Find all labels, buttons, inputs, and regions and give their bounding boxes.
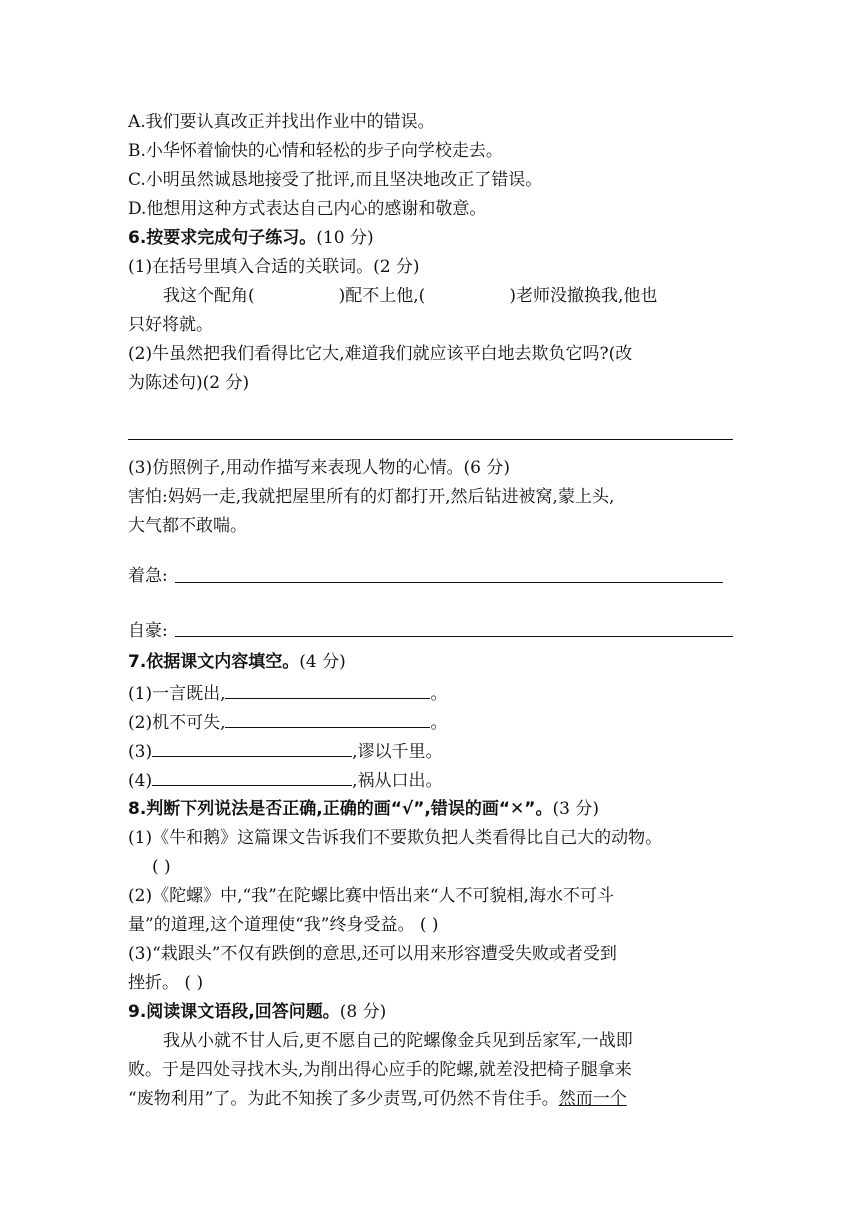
q7-blank-4[interactable] [152,767,352,786]
q7-item-3 [128,738,443,764]
q9-title: 9.阅读课文语段,回答问题。 [128,1002,340,1022]
q7-item-2 [128,709,447,735]
q7-item-3-prefix: (3) [128,742,153,762]
q7-item-1 [128,680,447,706]
q6-part2-answer-line[interactable] [128,439,733,440]
q7-item-3-suffix: ,谬以千里。 [352,742,443,762]
q7-heading [128,650,346,674]
q7-blank-2[interactable] [225,709,430,728]
q7-blank-3[interactable] [152,738,352,757]
q6-part1-sentence [163,284,657,308]
q7-item-4 [128,767,443,793]
q8-score: (3 分) [552,799,599,819]
q7-item-4-prefix: (4) [128,771,153,791]
q9-passage-line3 [128,1087,627,1111]
q9-passage-line2: 败。于是四处寻找木头,为削出得心应手的陀螺,就差没把椅子腿拿来 [128,1060,632,1080]
option-c: C.小明虽然诚恳地接受了批评,而且坚决地改正了错误。 [128,170,543,190]
q6-part3-example-line1: 害怕:妈妈一走,我就把屋里所有的灯都打开,然后钻进被窝,蒙上头, [128,487,615,507]
option-b: B.小华怀着愉快的心情和轻松的步子向学校走去。 [128,141,503,161]
q8-heading [128,797,599,821]
q7-title: 7.依据课文内容填空。 [128,652,300,672]
q7-item-2-suffix: 。 [430,713,448,733]
q8-title: 8.判断下列说法是否正确,正确的画“√”,错误的画“✕”。 [128,799,553,819]
q8-item-1-answer[interactable]: ( ) [152,857,171,877]
q6-part3-proud-label: 自豪: [128,621,168,641]
q6-title: 6.按要求完成句子练习。 [128,228,317,248]
q7-item-4-suffix: ,祸从口出。 [352,771,443,791]
q7-item-1-suffix: 。 [430,684,448,704]
q6-part1-text-a: 我这个配角( [163,286,255,306]
q9-heading [128,1000,386,1024]
q9-passage-line1: 我从小就不甘人后,更不愿自己的陀螺像金兵见到岳家军,一战即 [163,1031,633,1051]
q6-part1-line2: 只好将就。 [128,315,213,335]
q7-item-2-prefix: (2)机不可失, [128,713,226,733]
q6-part2-line2: 为陈述句)(2 分) [128,373,250,393]
q9-underlined-phrase: 然而一个 [558,1089,627,1109]
q9-score: (8 分) [339,1002,387,1022]
q6-proud-answer-line[interactable] [175,636,733,637]
q8-item-3-line2: 挫折。 ( ) [128,973,204,993]
q9-passage-line3-main: “废物利用”了。为此不知挨了多少责骂,可仍然不肯住手。 [128,1089,559,1109]
q6-part1-title: (1)在括号里填入合适的关联词。(2 分) [128,257,420,277]
q8-item-2-line2: 量”的道理,这个道理使“我”终身受益。 ( ) [128,915,439,935]
q6-part3-title: (3)仿照例子,用动作描写来表现人物的心情。(6 分) [128,458,510,478]
q7-score: (4 分) [299,652,346,672]
q6-part2-line1: (2)牛虽然把我们看得比它大,难道我们就应该平白地去欺负它吗?(改 [128,344,633,364]
q8-item-3-line1: (3)“栽跟头”不仅有跌倒的意思,还可以用来形容遭受失败或者受到 [128,944,617,964]
q7-blank-1[interactable] [225,680,430,699]
q6-heading [128,226,374,250]
q8-item-1-line1: (1)《牛和鹅》这篇课文告诉我们不要欺负把人类看得比自己大的动物。 [128,828,663,848]
option-d: D.他想用这种方式表达自己内心的感谢和敬意。 [128,199,487,219]
q6-part1-text-c: )老师没撤换我,他也 [509,286,658,306]
q6-anxious-answer-line[interactable] [175,582,723,583]
q7-item-1-prefix: (1)一言既出, [128,684,226,704]
q6-score: (10 分) [316,228,374,248]
option-a: A.我们要认真改正并找出作业中的错误。 [128,112,435,132]
q8-item-2-line1: (2)《陀螺》中,“我”在陀螺比赛中悟出来“人不可貌相,海水不可斗 [128,886,614,906]
q6-part3-example-line2: 大气都不敢喘。 [128,516,247,536]
q6-part1-text-b: )配不上他,( [338,286,426,306]
q6-part3-anxious-label: 着急: [128,566,168,586]
